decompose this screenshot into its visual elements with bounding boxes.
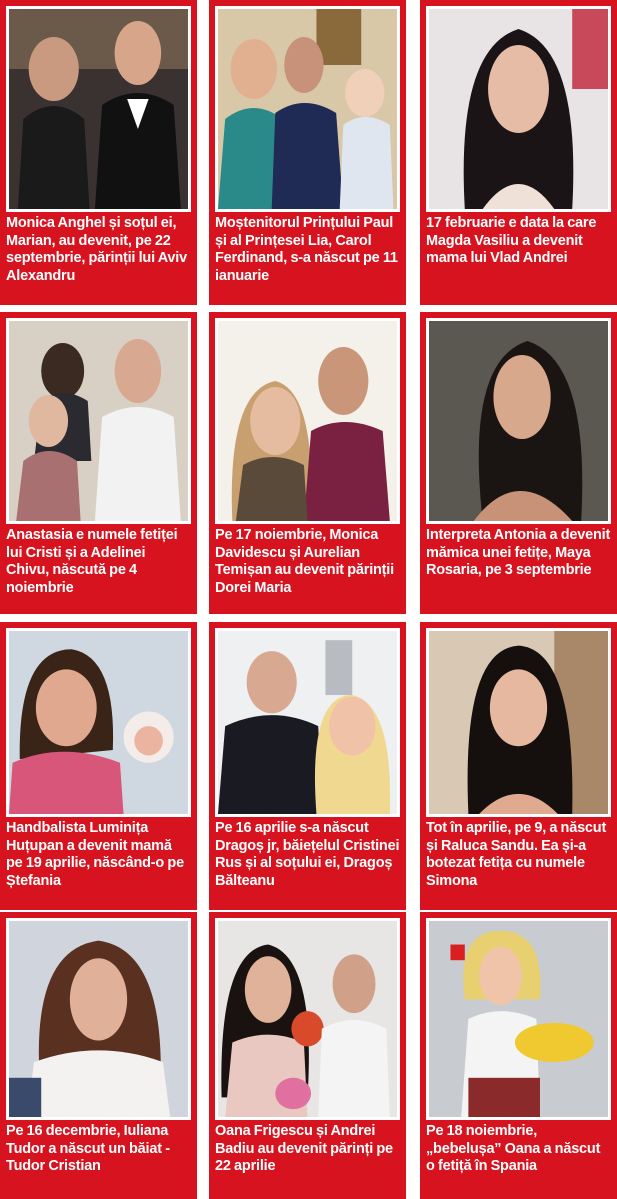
portrait-photo <box>426 628 611 817</box>
announcement-caption: Handbalista Luminița Huțupan a devenit mamă pe 19 aprilie, născând-o pe Ștefania <box>6 820 184 889</box>
announcement-card <box>209 312 406 614</box>
couple-photo <box>215 318 400 524</box>
announcement-caption: Interpreta Antonia a devenit mămica unei fetițe, Maya Rosaria, pe 3 septembrie <box>426 527 611 578</box>
announcement-card <box>209 622 406 910</box>
portrait-photo <box>426 318 611 524</box>
announcement-caption: Moștenitorul Prințului Paul și al Prințesei Lia, Carol Ferdinand, s-a născut pe 11 ianuarie <box>215 215 398 284</box>
announcement-caption: Tot în aprilie, pe 9, a născut și Raluca Sandu. Ea și-a botezat fetița cu numele Simona <box>426 820 607 889</box>
announcement-card <box>420 912 617 1199</box>
announcement-caption: 17 februarie e data la care Magda Vasiliu a devenit mama lui Vlad Andrei <box>426 215 597 266</box>
announcement-caption: Monica Anghel și soțul ei, Marian, au devenit, pe 22 septembrie, părinții lui Aviv Alexandru <box>6 215 187 284</box>
announcement-card <box>420 622 617 910</box>
portrait-photo <box>426 918 611 1120</box>
announcement-caption: Anastasia e numele fetiței lui Cristi și a Adelinei Chivu, născută pe 4 noiembrie <box>6 527 178 596</box>
announcement-caption: Pe 18 noiembrie, „bebelușa” Oana a născut o fetiță în Spania <box>426 1123 601 1174</box>
announcement-caption: Pe 17 noiembrie, Monica Davidescu și Aurelian Temișan au devenit părinții Dorei Maria <box>215 527 394 596</box>
couple-photo <box>215 628 400 817</box>
announcement-card <box>209 0 406 305</box>
announcement-card <box>0 312 197 614</box>
family-photo <box>215 6 400 212</box>
announcement-caption: Pe 16 aprilie s-a născut Dragoș jr, băiețelul Cristinei Rus și al soțului ei, Dragoș Bălteanu <box>215 820 400 889</box>
couple-photo <box>6 318 191 524</box>
announcement-card <box>0 622 197 910</box>
announcement-caption: Pe 16 decembrie, Iuliana Tudor a născut un băiat - Tudor Cristian <box>6 1123 170 1174</box>
portrait-photo <box>6 918 191 1120</box>
announcement-card <box>0 912 197 1199</box>
announcement-card <box>420 312 617 614</box>
mother-baby-photo <box>6 628 191 817</box>
announcement-card <box>0 0 197 305</box>
announcement-card <box>209 912 406 1199</box>
announcement-card <box>420 0 617 305</box>
couple-photo <box>6 6 191 212</box>
portrait-photo <box>426 6 611 212</box>
couple-photo <box>215 918 400 1120</box>
announcement-caption: Oana Frigescu și Andrei Badiu au devenit părinți pe 22 aprilie <box>215 1123 393 1174</box>
